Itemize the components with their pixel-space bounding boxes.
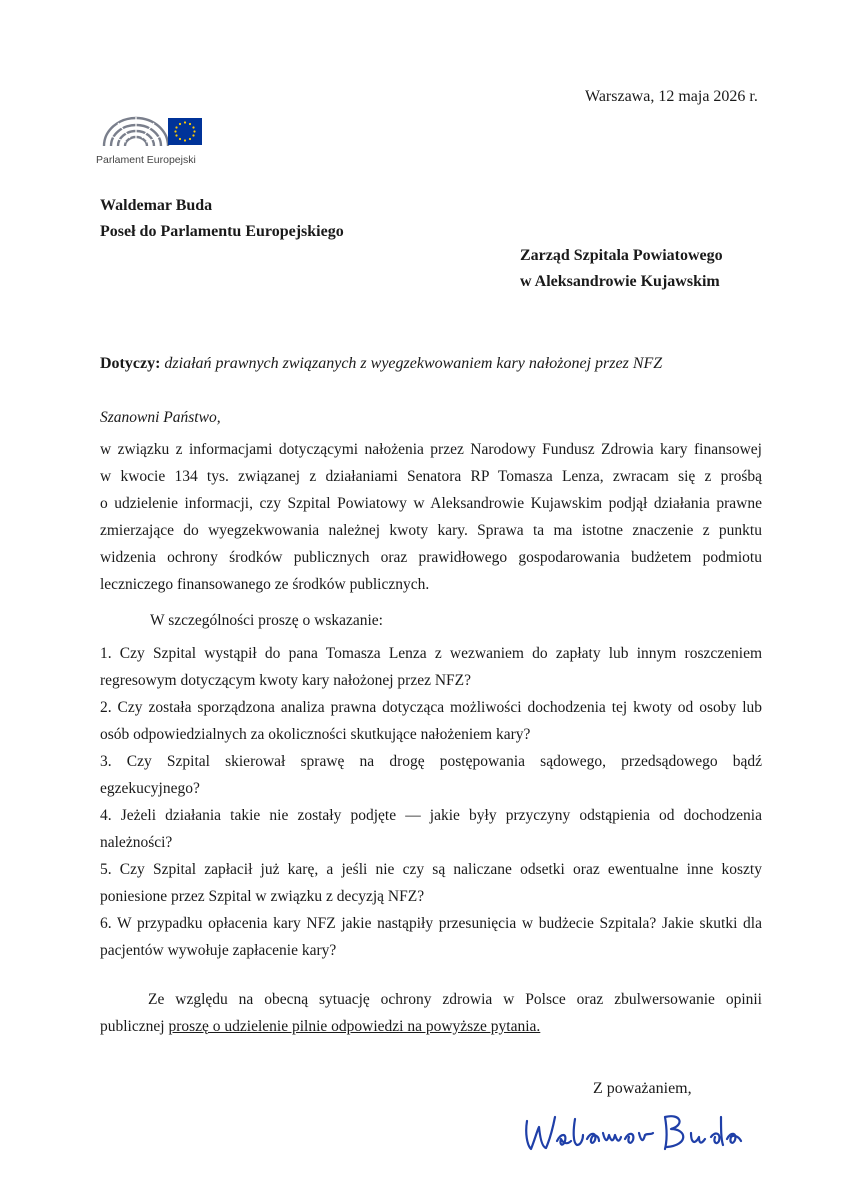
question-line: należności? (100, 834, 173, 851)
regards: Z poważaniem, (593, 1080, 692, 1097)
question-line: 6. W przypadku opłacenia kary NFZ jakie nastąpiły przesunięcia w budżecie Szpitala? Jakie skutki dla (100, 915, 762, 932)
question-line: 4. Jeżeli działania takie nie zostały podjęte — jakie były przyczyny odstąpienia od dochodzenia (100, 807, 762, 824)
european-parliament-logo (96, 108, 226, 170)
question-line: 5. Czy Szpital zapłacił już karę, a jeśli nie czy są naliczane odsetki oraz ewentualne inne koszty (100, 861, 762, 878)
question-line: 1. Czy Szpital wystąpił do pana Tomasza Lenza z wezwaniem do zapłaty lub innym roszczeniem (100, 645, 762, 662)
hemicycle-flag-emblem (96, 108, 206, 154)
paragraph-line: leczniczego finansowanego ze środków publicznych. (100, 576, 430, 593)
questions-intro: W szczególności proszę o wskazanie: (150, 612, 383, 629)
sender-title: Poseł do Parlamentu Europejskiego (100, 223, 344, 240)
question-line: pacjentów wywołuje zapłacenie kary? (100, 942, 337, 959)
letter-date: Warszawa, 12 maja 2026 r. (585, 88, 758, 105)
closing-paragraph (100, 986, 762, 1040)
closing-line-1: Ze względu na obecną sytuację ochrony zdrowia w Polsce oraz zbulwersowanie opinii (148, 991, 762, 1008)
paragraph-line: widzenia ochrony środków publicznych oraz prawidłowego gospodarowania budżetem podmiotu (100, 549, 762, 566)
paragraph-line: w związku z informacjami dotyczącymi nałożenia przez Narodowy Fundusz Zdrowia kary finansowej (100, 441, 762, 458)
paragraph-line: w kwocie 134 tys. związanej z działaniami Senatora RP Tomasza Lenza, zwracam się z prośbą (100, 468, 762, 485)
question-line: osób odpowiedzialnych za okoliczności skutkujące nałożeniem kary? (100, 726, 531, 743)
handwritten-signature (515, 1103, 765, 1163)
closing-line-2-plain: publicznej (100, 1018, 169, 1035)
sender-block (100, 193, 344, 245)
greeting: Szanowni Państwo, (100, 409, 221, 426)
questions-list (100, 640, 762, 964)
sender-name: Waldemar Buda (100, 197, 213, 214)
closing-line-2-underlined: proszę o udzielenie pilnie odpowiedzi na powyższe pytania. (168, 1018, 541, 1035)
closing-line-2 (100, 1013, 762, 1040)
question-line: 3. Czy Szpital skierował sprawę na drogę postępowania sądowego, przedsądowego bądź (100, 753, 762, 770)
question-line: 2. Czy została sporządzona analiza prawna dotycząca możliwości dochodzenia tej kwoty od osoby lub (100, 699, 762, 716)
subject-line (100, 355, 662, 373)
logo-caption: Parlament Europejski (96, 154, 196, 166)
recipient-block (520, 243, 723, 295)
question-line: egzekucyjnego? (100, 780, 200, 797)
recipient-line-1: Zarząd Szpitala Powiatowego (520, 247, 723, 264)
paragraph-line: zmierzające do wyegzekwowania należnej kwoty kary. Sprawa ta ma istotne znaczenie z punktu (100, 522, 762, 539)
subject-label: Dotyczy: (100, 355, 161, 372)
question-line: poniesione przez Szpital w związku z decyzją NFZ? (100, 888, 425, 905)
question-line: regresowym dotyczącym kwoty kary nałożonej przez NFZ? (100, 672, 472, 689)
subject-text: działań prawnych związanych z wyegzekwowaniem kary nałożonej przez NFZ (164, 355, 663, 372)
paragraph-line: o udzielenie informacji, czy Szpital Powiatowy w Aleksandrowie Kujawskim podjął działania prawne (100, 495, 762, 512)
recipient-line-2: w Aleksandrowie Kujawskim (520, 273, 720, 290)
paragraph-1 (100, 436, 762, 598)
